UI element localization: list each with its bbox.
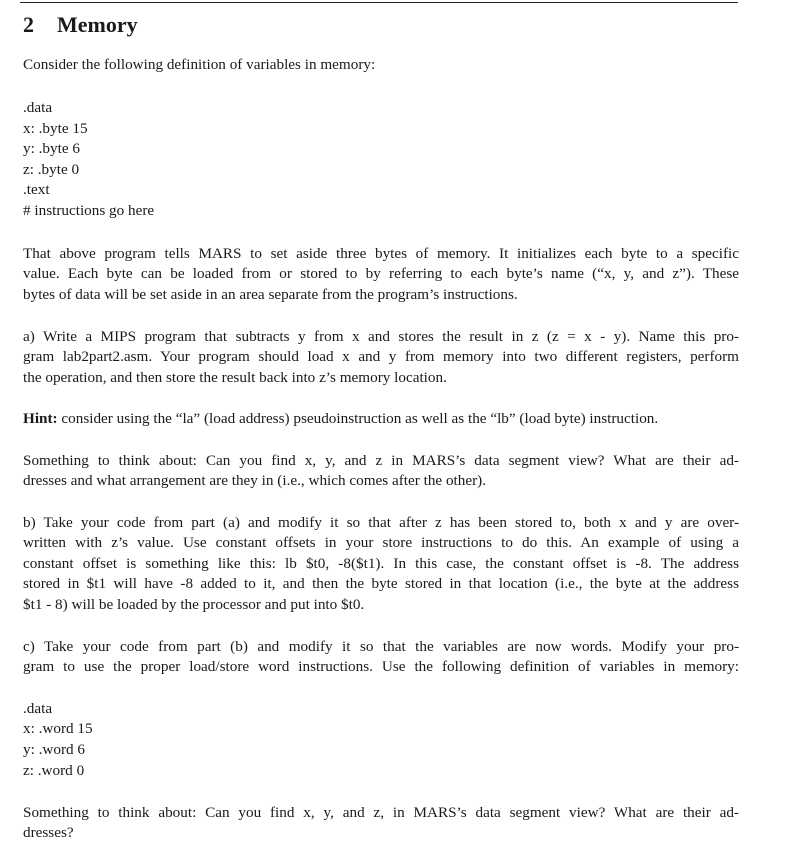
paragraph-line: That above program tells MARS to set aside three bytes of memory. It initializes each byte to a specific xyxy=(23,245,739,262)
code-line: z: .word 0 xyxy=(23,762,85,779)
hint-label: Hint: xyxy=(23,410,58,427)
paragraph-line: bytes of data will be set aside in an area separate from the program’s instructions. xyxy=(23,286,518,303)
code-line: .data xyxy=(23,700,53,717)
paragraph-line: value. Each byte can be loaded from or stored to by referring to each byte’s name (“x, y, and z”). These xyxy=(23,265,739,282)
part-c-line: c) Take your code from part (b) and modify it so that the variables are now words. Modify your pro- xyxy=(23,638,739,655)
think-line: Something to think about: Can you find x, y, and z in MARS’s data segment view? What are their ad- xyxy=(23,452,739,469)
part-b-line: constant offset is something like this: lb $t0, -8($t1). In this case, the constant offset is -8. The address xyxy=(23,555,739,572)
think-line: Something to think about: Can you find x, y, and z, in MARS’s data segment view? What are their ad- xyxy=(23,804,739,821)
think-line: dresses? xyxy=(23,824,74,841)
hint-text: consider using the “la” (load address) pseudoinstruction as well as the “lb” (load byte) instruction. xyxy=(61,410,659,427)
part-b-line: $t1 - 8) will be loaded by the processor and put into $t0. xyxy=(23,596,365,613)
top-rule xyxy=(20,2,738,3)
part-b-line: written with z’s value. Use constant offsets in your store instructions to do this. An example of using a xyxy=(23,534,739,551)
code-line: # instructions go here xyxy=(23,202,155,219)
code-line: x: .word 15 xyxy=(23,720,93,737)
part-a-line: a) Write a MIPS program that subtracts y from x and stores the result in z (z = x - y). Name this pro- xyxy=(23,328,739,345)
part-a-line: gram lab2part2.asm. Your program should load x and y from memory into two different registers, perform xyxy=(23,348,739,365)
code-line: .data xyxy=(23,99,53,116)
part-a-line: the operation, and then store the result back into z’s memory location. xyxy=(23,369,447,386)
part-c-line: gram to use the proper load/store word instructions. Use the following definition of variables in memory: xyxy=(23,658,739,675)
hint-line xyxy=(23,409,658,429)
code-line: y: .word 6 xyxy=(23,741,86,758)
code-line: .text xyxy=(23,181,50,198)
code-line: z: .byte 0 xyxy=(23,161,80,178)
code-line: x: .byte 15 xyxy=(23,120,88,137)
section-number: 2 xyxy=(23,12,34,37)
code-line: y: .byte 6 xyxy=(23,140,80,157)
part-b-line: stored in $t1 will have -8 added to it, and then the byte stored in that location (i.e., the byte at the address xyxy=(23,575,739,592)
section-title: Memory xyxy=(57,12,138,37)
part-b-line: b) Take your code from part (a) and modify it so that after z has been stored to, both x and y are over- xyxy=(23,514,739,531)
section-heading xyxy=(23,12,138,38)
think-line: dresses and what arrangement are they in (i.e., which comes after the other). xyxy=(23,472,487,489)
intro-text: Consider the following definition of variables in memory: xyxy=(23,56,376,73)
